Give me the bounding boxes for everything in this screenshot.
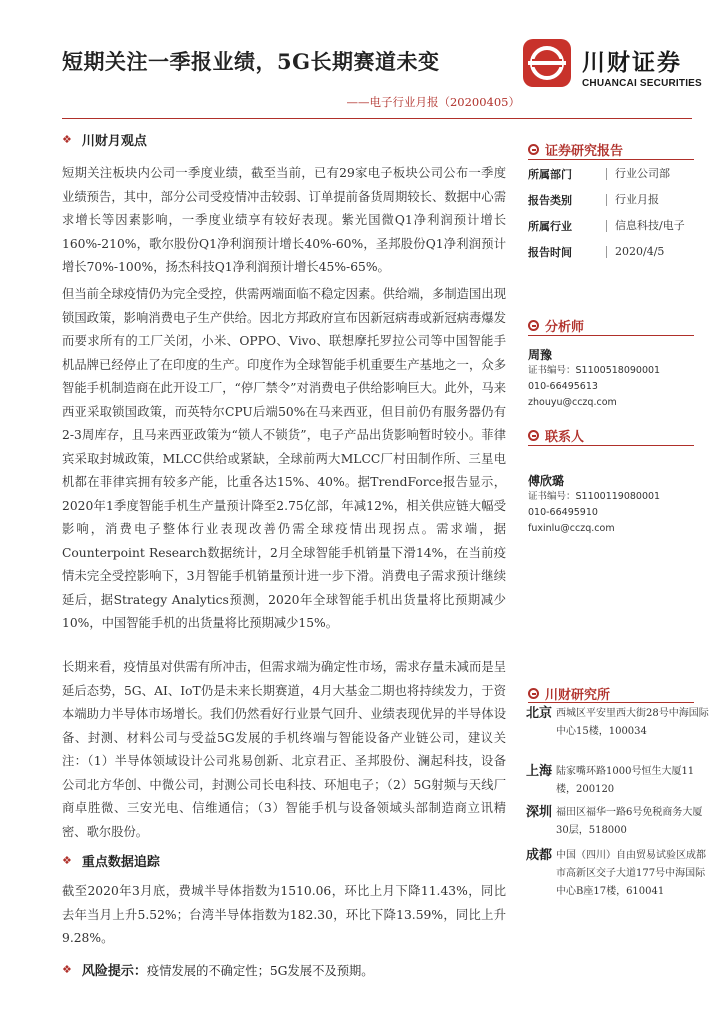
view-paragraph-3: 长期来看，疫情虽对供需有所冲击，但需求端为确定性市场，需求存量未减而是呈延后态势，5G、AI、IoT仍是未来长期赛道，4月大基金二期也将持续发力，于资本端助力半导体市场增长。我们仍然看好行业景气回升、业绩表现优异的半导体设备、封测、材料公司与受益5G发展的手机终端与智能设备产业链公司，建议关注：（1）半导体领域设计公司兆易创新、北京君正、圣邦股份、澜起科技，设备公司北方华创、中微公司，封测公司长电科技、环旭电子；（2）5G射频与天线厂商卓胜微、三安光电、信维通信；（3）智能手机与设备领域头部制造商立讯精密、歌尔股份。 [62,660,506,839]
section-heading-data-label: 重点数据追踪 [81,855,160,870]
section-heading-view [62,130,147,149]
data-paragraph: 截至2020年3月底，费城半导体指数为1510.06，环比上月下降11.43%，同比去年当月上升5.52%；台湾半导体指数为182.30，环比下降13.59%，同比上升9.28%。 [62,884,506,945]
chuancai-emblem-icon [522,38,572,88]
sidebar-heading-contact: 联系人 [528,426,584,445]
contact-card [528,472,694,537]
info-row: 报告类别 行业月报 [528,193,659,207]
contact-phone: 010-66495910 [528,507,598,518]
info-row: 报告时间 2020/4/5 [528,245,665,259]
analyst-name: 周豫 [528,348,553,362]
report-subtitle: ——电子行业月报（20200405） [346,95,520,109]
analyst-card [528,346,694,411]
report-info-table [528,161,694,265]
section-heading-data [62,851,160,870]
logo-text-cn: 川财证券 [582,50,682,76]
contact-email[interactable]: fuxinlu@cczq.com [528,523,615,534]
risk-warning [62,960,374,979]
company-logo [522,36,702,94]
diamond-bullet-icon: ❖ [62,133,72,146]
section-heading-view-label: 川财月观点 [81,134,147,149]
section-marker-icon [528,320,539,331]
header-divider [62,118,692,119]
contact-name: 傅欣璐 [528,474,565,488]
sidebar-heading-institute: 川财研究所 [528,684,610,703]
contact-cert: 证书编号：S1100119080001 [528,491,661,502]
logo-text-en: CHUANCAI SECURITIES [582,78,702,89]
office-chengdu: 成都 中国（四川）自由贸易试验区成都市高新区交子大道177号中海国际中心B座17楼，610041 [526,848,706,897]
section-marker-icon [528,144,539,155]
sidebar-divider [528,445,694,446]
analyst-cert: 证书编号：S1100518090001 [528,365,661,376]
sidebar-divider [528,702,694,703]
diamond-bullet-icon: ❖ [62,963,72,976]
sidebar-heading-analyst: 分析师 [528,316,584,335]
office-shanghai: 上海 陆家嘴环路1000号恒生大厦11楼，200120 [526,764,695,795]
section-marker-icon [528,430,539,441]
analyst-email[interactable]: zhouyu@cczq.com [528,397,617,408]
office-beijing: 北京 西城区平安里西大街28号中海国际中心15楼，100034 [526,706,709,737]
info-row: 所属行业 信息科技/电子 [528,219,685,233]
analyst-phone: 010-66495613 [528,381,598,392]
view-paragraph-2: 但当前全球疫情仍为完全受控，供需两端面临不稳定因素。供给端，多制造国出现锁国政策，影响消费电子生产供给。因北方邦政府宣布因新冠病毒或新冠病毒爆发而要求所有的工厂关闭，小米、OPPO、Vivo、联想摩托罗拉公司等中国智能手机品牌已经停止了在印度的生产。印度作为全球智能手机重要生产基地之一，众多智能手机制造商在此开设工厂，“停厂禁令”对消费电子供给影响巨大。此外，马来西亚采取锁国政策，而英特尔CPU后端50%在马来西亚，但目前仍有服务器仍有2-3周库存，且马来西亚政策为“锁人不锁货”，电子产品出货影响暂时较小。菲律宾采取封城政策，MLCC供给或紧缺，全球前两大MLCC厂村田制作所、三星电机都在菲律宾拥有较多产能，比重各达15%、40%。据TrendForce报告显示，2020年1季度智能手机生产量预计降至2.75亿部，年减12%，相关供应链大幅受影响，消费电子整体行业表现改善仍需全球疫情出现拐点。需求端，据Counterpoint Research数据统计，2月全球智能手机销量下滑14%，在当前疫情未完全受控影响下，3月智能手机销量预计进一步下滑。消费电子需求预计继续延后，据Strategy Analytics预测，2020年全球智能手机出货量将比预期减少10%，中国智能手机的出货量将比预期减少15%。 [62,287,506,630]
sidebar-heading-report: 证券研究报告 [528,140,623,159]
risk-label: 风险提示： [81,964,147,979]
view-paragraph-1: 短期关注板块内公司一季度业绩，截至当前，已有29家电子板块公司公布一季度业绩预告，其中，部分公司受疫情冲击较弱、订单提前备货周期较长、数据中心需求增长等因素影响，一季度业绩享有较好表现。紫光国微Q1净利润预计增长160%-210%，歌尔股份Q1净利润预计增长40%-60%，圣邦股份Q1净利润预计增长70%-100%，扬杰科技Q1净利润预计增长45%-65%。 [62,166,506,274]
report-title: 短期关注一季报业绩，5G长期赛道未变 [62,49,440,74]
risk-text: 疫情发展的不确定性；5G发展不及预期。 [146,963,374,978]
diamond-bullet-icon: ❖ [62,854,72,867]
section-marker-icon [528,688,539,699]
info-row: 所属部门 行业公司部 [528,167,670,181]
sidebar-divider [528,335,694,336]
office-shenzhen: 深圳 福田区福华一路6号免税商务大厦30层，518000 [526,805,703,836]
sidebar-divider [528,159,694,160]
